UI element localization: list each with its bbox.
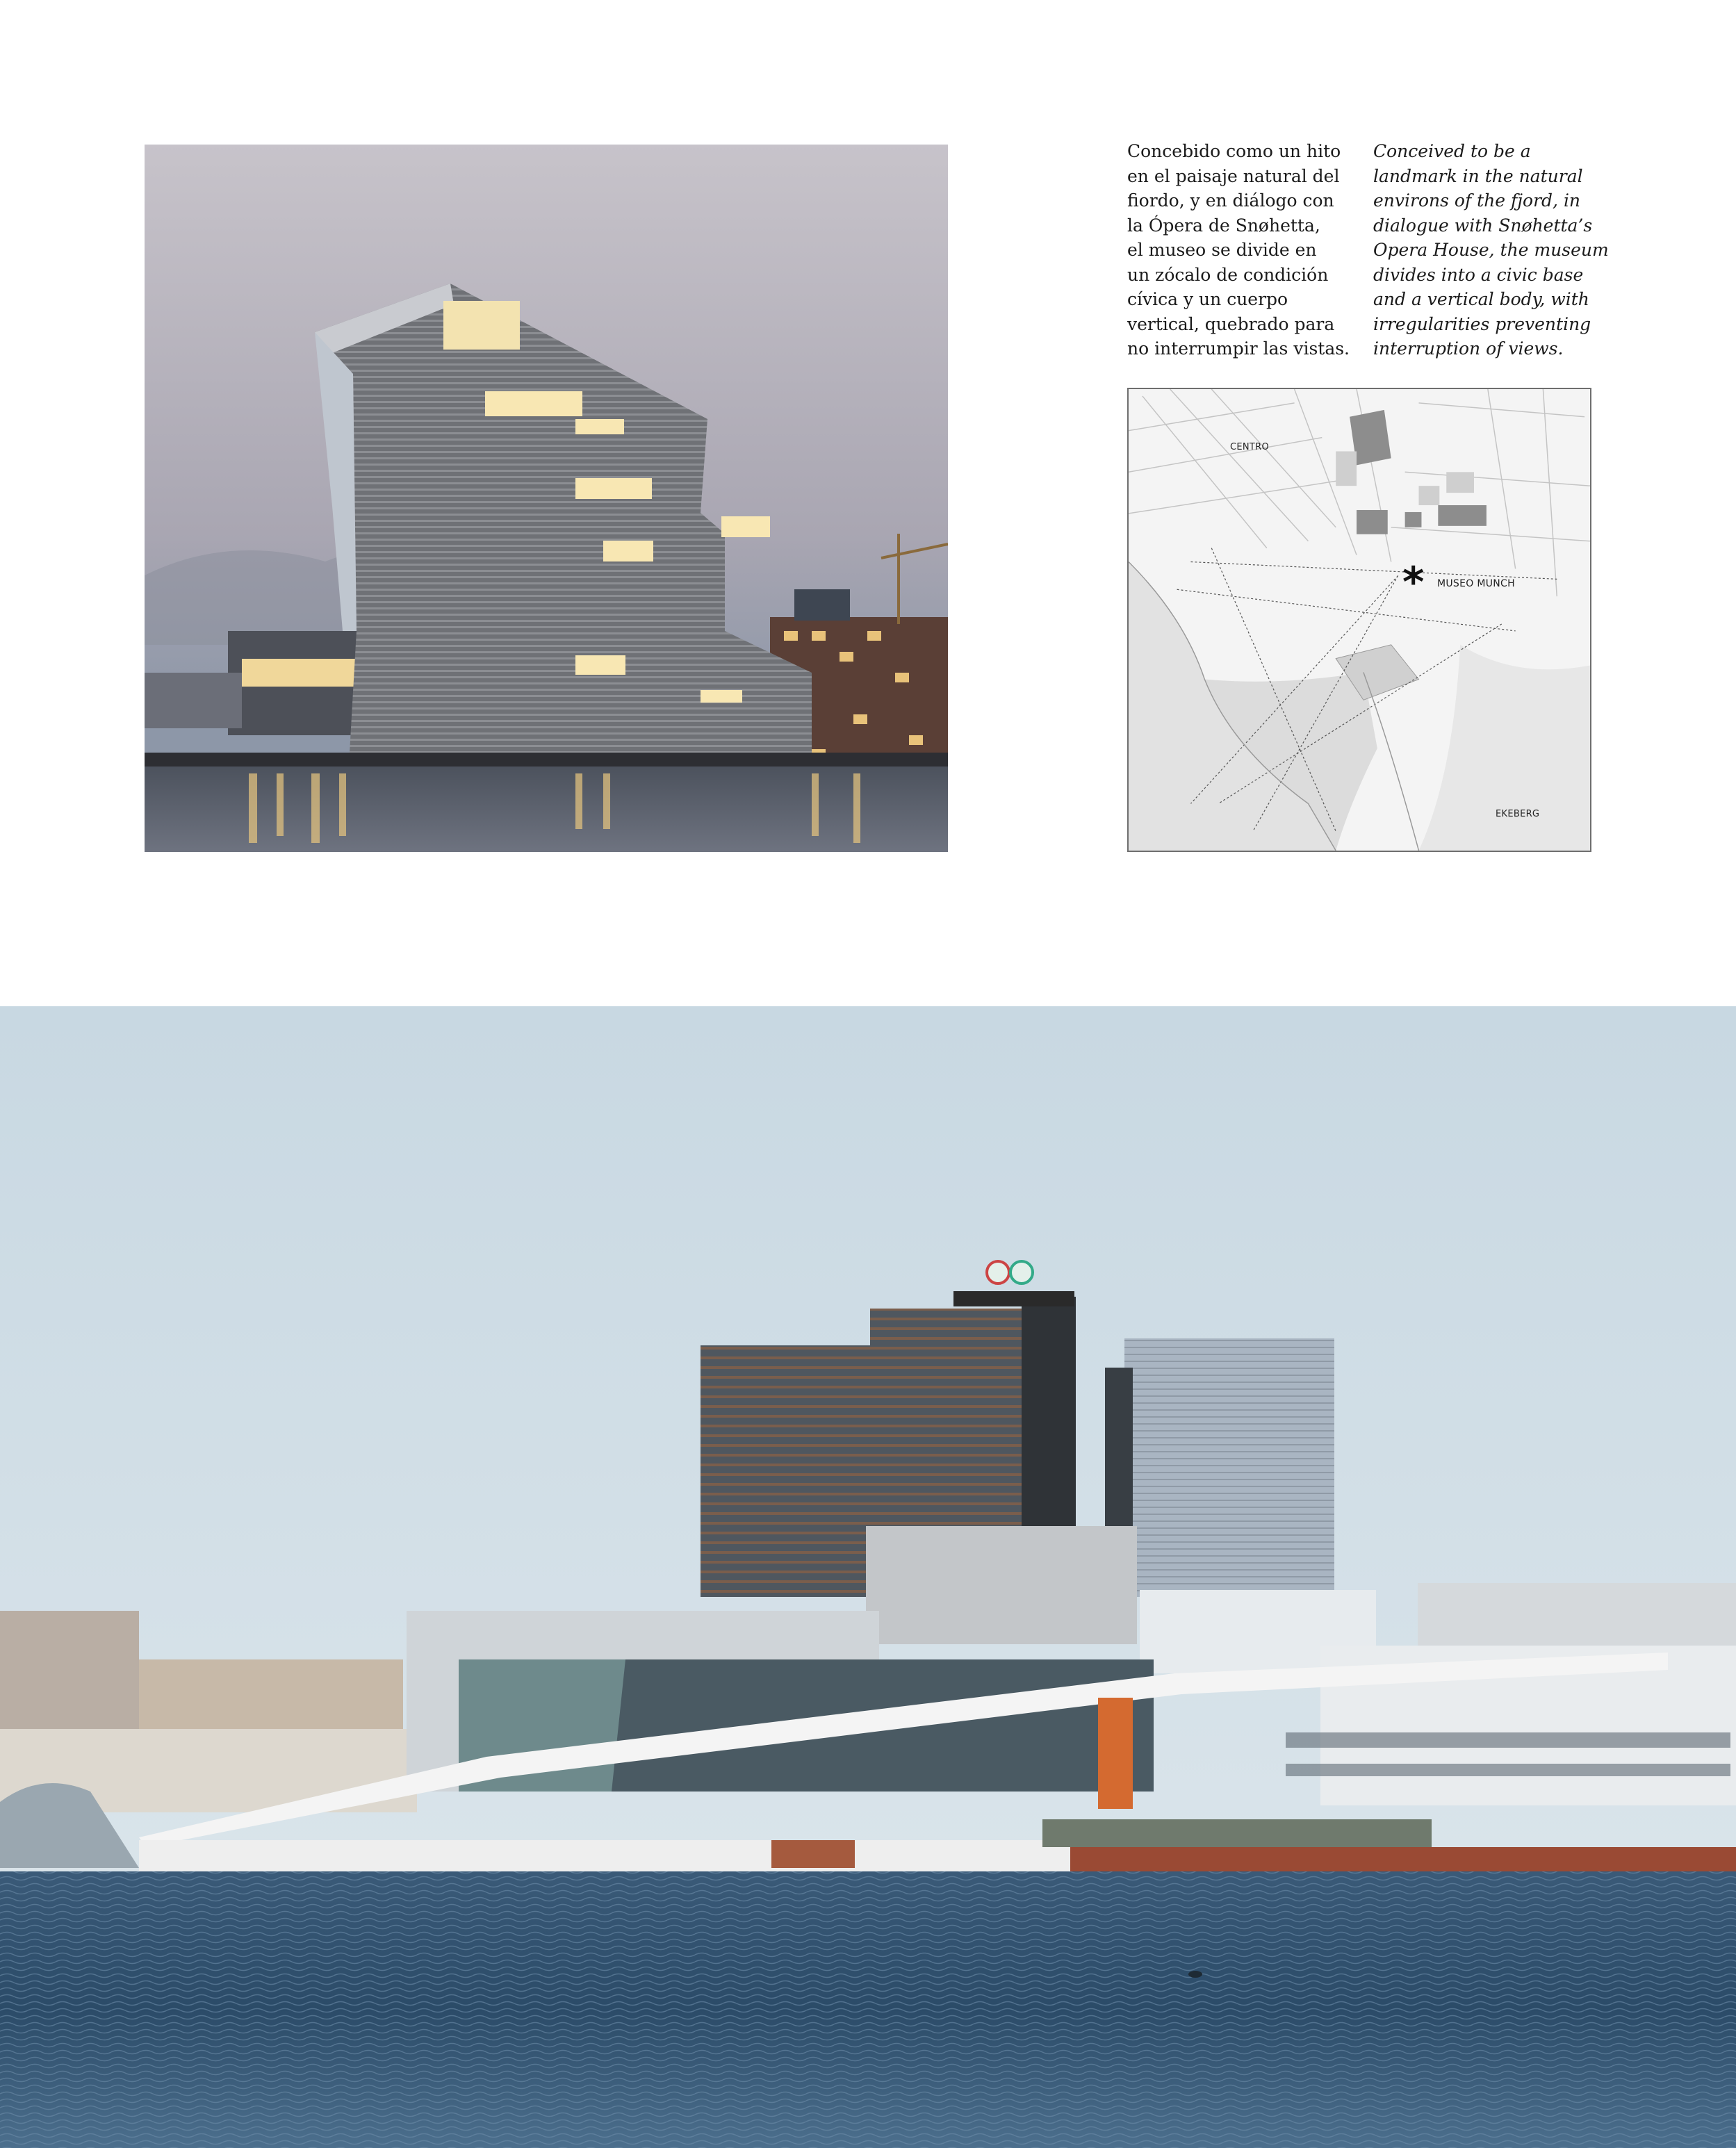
map-label-ekeberg: EKEBERG xyxy=(1496,809,1540,819)
caption-line: el museo se divide en xyxy=(1127,240,1317,260)
caption-line: environs of the fjord, in xyxy=(1373,190,1581,211)
caption-spanish xyxy=(1127,139,1357,361)
oslo-opera-waterfront-photo xyxy=(0,1006,1736,2148)
caption-english xyxy=(1373,139,1610,361)
caption-line: Conceived to be a xyxy=(1373,141,1531,161)
caption-line: un zócalo de condición xyxy=(1127,264,1329,285)
caption-line: irregularities preventing xyxy=(1373,313,1591,334)
caption-line: fiordo, y en diálogo con xyxy=(1127,190,1334,211)
caption-line: cívica y un cuerpo xyxy=(1127,289,1288,309)
caption-line: en el paisaje natural del xyxy=(1127,165,1340,186)
munch-museum-illustration xyxy=(145,145,948,852)
caption-line: dialogue with Snøhetta’s xyxy=(1373,215,1593,236)
map-label-museo-munch: MUSEO MUNCH xyxy=(1437,578,1515,589)
caption-line: vertical, quebrado para xyxy=(1127,313,1335,334)
munch-museum-photo xyxy=(145,145,948,852)
caption-line: landmark in the natural xyxy=(1373,165,1583,186)
museum-location-marker: * xyxy=(1402,558,1425,607)
site-map-drawing xyxy=(1129,389,1590,851)
caption-line: Opera House, the museum xyxy=(1373,240,1609,260)
map-label-centro: CENTRO xyxy=(1230,442,1270,452)
opera-skyline-illustration xyxy=(0,1006,1736,2148)
caption-line: no interrumpir las vistas. xyxy=(1127,338,1350,359)
caption-line: and a vertical body, with xyxy=(1373,289,1589,309)
site-map xyxy=(1127,388,1591,852)
caption-line: interruption of views. xyxy=(1373,338,1564,359)
caption-line: Concebido como un hito xyxy=(1127,141,1341,161)
caption-line: divides into a civic base xyxy=(1373,264,1584,285)
caption-line: la Ópera de Snøhetta, xyxy=(1127,215,1320,236)
